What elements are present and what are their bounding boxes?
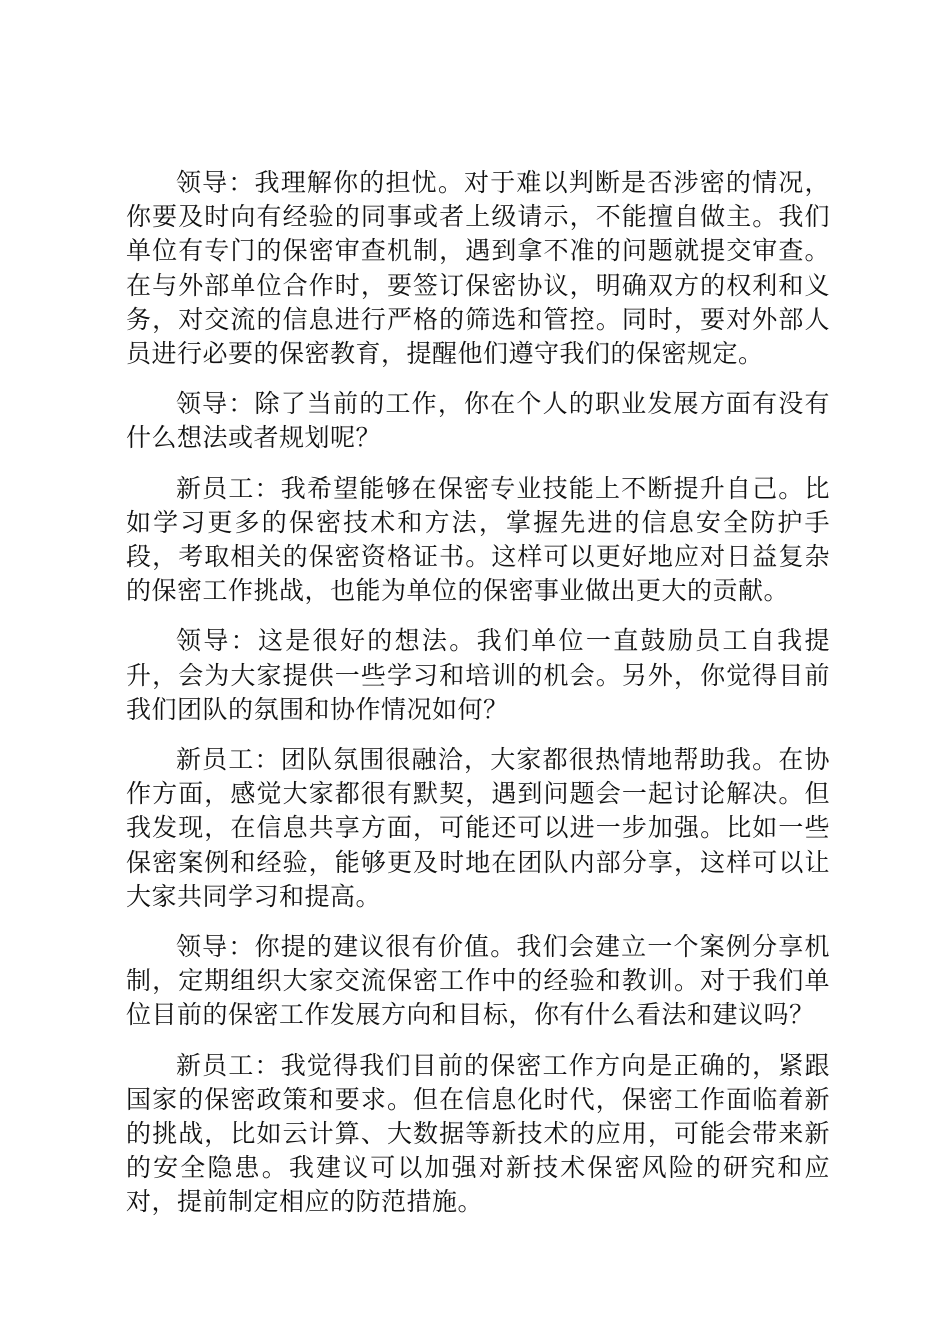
paragraph-employee-team-answer: 新员工：团队氛围很融洽，大家都很热情地帮助我。在协作方面，感觉大家都很有默契，遇到问题会一起讨论解决。但我发现，在信息共享方面，可能还可以进一步加强。比如一些保密案例和经验，能够更及时地在团队内部分享，这样可以让大家共同学习和提高。 (126, 745, 830, 911)
document-body (126, 166, 830, 1236)
paragraph-employee-career-answer: 新员工：我希望能够在保密专业技能上不断提升自己。比如学习更多的保密技术和方法，掌握先进的信息安全防护手段，考取相关的保密资格证书。这样可以更好地应对日益复杂的保密工作挑战，也能为单位的保密事业做出更大的贡献。 (126, 473, 830, 606)
paragraph-leader-concern: 领导：我理解你的担忧。对于难以判断是否涉密的情况，你要及时向有经验的同事或者上级请示，不能擅自做主。我们单位有专门的保密审查机制，遇到拿不准的问题就提交审查。在与外部单位合作时，要签订保密协议，明确双方的权利和义务，对交流的信息进行严格的筛选和管控。同时，要对外部人员进行必要的保密教育，提醒他们遵守我们的保密规定。 (126, 168, 830, 369)
paragraph-leader-team-question: 领导：这是很好的想法。我们单位一直鼓励员工自我提升，会为大家提供一些学习和培训的机会。另外，你觉得目前我们团队的氛围和协作情况如何？ (126, 626, 830, 724)
paragraph-employee-direction-answer: 新员工：我觉得我们目前的保密工作方向是正确的，紧跟国家的保密政策和要求。但在信息化时代，保密工作面临着新的挑战，比如云计算、大数据等新技术的应用，可能会带来新的安全隐患。我建议可以加强对新技术保密风险的研究和应对，提前制定相应的防范措施。 (126, 1050, 830, 1217)
paragraph-leader-direction-question: 领导：你提的建议很有价值。我们会建立一个案例分享机制，定期组织大家交流保密工作中的经验和教训。对于我们单位目前的保密工作发展方向和目标，你有什么看法和建议吗？ (126, 932, 830, 1030)
paragraph-leader-career-question: 领导：除了当前的工作，你在个人的职业发展方面有没有什么想法或者规划呢？ (126, 389, 830, 453)
